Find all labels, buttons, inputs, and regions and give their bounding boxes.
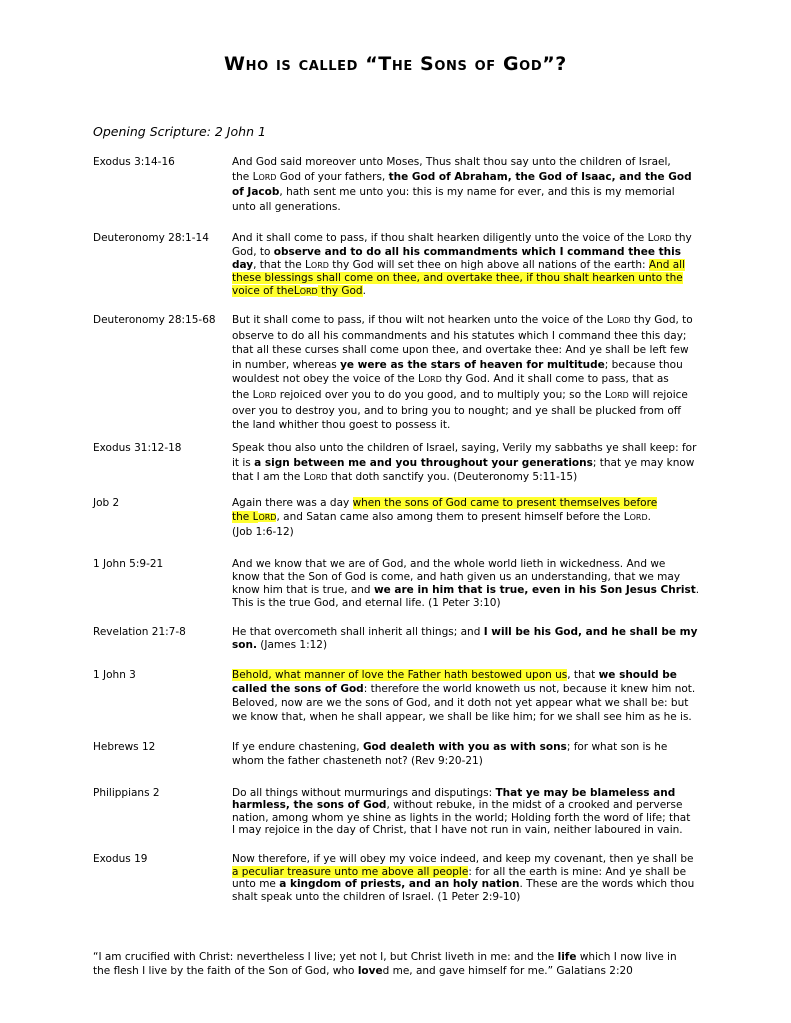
text-segment: L	[252, 388, 259, 401]
highlighted-text: voice of the	[232, 285, 294, 298]
text-segment: Beloved, now are we the sons of God, and it doth not yet appear what we shall be: but	[232, 697, 689, 709]
text-segment: Again there was a day	[232, 497, 353, 509]
bold-text: the God of Abraham, the God of Isaac, and the God	[388, 170, 692, 183]
text-segment: thy God. And it shall come to pass, that as	[441, 373, 669, 386]
text-segment: ORD	[258, 390, 277, 400]
scripture-text	[232, 155, 698, 214]
text-line	[232, 787, 698, 799]
text-segment: (Job 1:6-12)	[232, 526, 294, 538]
text-segment: ORD	[258, 172, 277, 182]
text-segment: the	[232, 170, 253, 183]
bold-text: I will be his God, and he shall be my	[483, 626, 698, 638]
highlighted-text: when the sons of God came to present themselves before	[352, 497, 658, 509]
text-line	[232, 456, 698, 471]
text-segment: in number, whereas	[232, 358, 341, 371]
text-segment: unto all generations.	[232, 200, 341, 213]
text-segment: This is the true God, and eternal life. (1 Peter 3:10)	[232, 597, 501, 609]
text-segment: I may rejoice in the day of Christ, that I have not run in vain, neither laboured in vain.	[232, 824, 683, 837]
text-line	[232, 358, 698, 373]
text-line	[232, 891, 698, 904]
bold-text: a kingdom of priests, and an holy nation	[279, 878, 520, 891]
scripture-text	[232, 787, 698, 837]
text-segment: , and Satan came also among them to present himself before the	[276, 511, 624, 523]
text-line	[232, 597, 698, 610]
text-line	[232, 878, 698, 891]
opening-scripture: Opening Scripture: 2 John 1	[93, 124, 266, 139]
bold-text: day	[232, 258, 254, 271]
highlighted-text: these blessings shall come on thee, and overtake thee, if thou shalt hearken unto the	[232, 272, 683, 285]
highlighted-text: thy God	[317, 285, 363, 298]
text-line	[232, 404, 698, 419]
page-title: Who is called “The Sons of God”?	[224, 53, 567, 75]
text-line	[232, 754, 698, 768]
text-segment: , without rebuke, in the midst of a crooked and perverse	[386, 799, 683, 812]
text-line	[232, 584, 698, 597]
text-line	[232, 155, 698, 170]
scripture-text	[232, 626, 698, 652]
text-line	[232, 668, 698, 682]
scripture-reference: Exodus 3:14-16	[93, 156, 175, 168]
text-line	[232, 329, 698, 344]
bold-text: observe and to do all his commandments which I command thee this	[273, 245, 681, 258]
text-line	[232, 626, 698, 639]
bold-text: life	[557, 951, 577, 963]
text-segment: ORD	[610, 390, 629, 400]
text-segment: “I am crucified with Christ: nevertheless I live; yet not I, but Christ liveth in me: and the	[93, 951, 558, 963]
text-segment: ORD	[653, 234, 672, 243]
text-line	[232, 313, 698, 329]
text-segment: But it shall come to pass, if thou wilt not hearken unto the voice of the	[232, 314, 607, 326]
text-line	[232, 470, 698, 486]
text-segment: God, to	[232, 245, 274, 258]
text-line	[232, 812, 698, 824]
text-segment: L	[305, 258, 311, 271]
bold-text: That ye may be blameless and	[495, 787, 676, 799]
text-segment: He that overcometh shall inherit all things; and	[232, 626, 484, 638]
text-line	[232, 185, 698, 200]
footer-line	[93, 965, 703, 979]
bold-text: we are in him that is true, even in his Son Jesus Christ	[373, 584, 696, 596]
text-line	[232, 441, 698, 456]
scripture-reference: 1 John 3	[93, 669, 136, 681]
scripture-text	[232, 668, 698, 724]
text-segment: ORD	[612, 316, 631, 325]
text-line	[232, 246, 698, 259]
text-line	[232, 853, 698, 866]
scripture-reference: Deuteronomy 28:15-68	[93, 314, 216, 326]
bold-text: of Jacob	[232, 186, 280, 198]
text-segment: L	[303, 471, 310, 484]
scripture-reference: Exodus 19	[93, 853, 148, 865]
bold-text: God dealeth with you as with sons	[362, 741, 567, 753]
text-segment: which I now live in	[576, 951, 677, 963]
text-line	[232, 272, 698, 285]
text-segment: L	[606, 314, 613, 326]
text-segment: that doth sanctify you. (Deuteronomy 5:11-15)	[327, 471, 578, 484]
text-segment: God of your fathers,	[276, 170, 389, 183]
text-segment: wouldest not obey the voice of the	[232, 373, 418, 386]
text-segment: .	[647, 511, 651, 523]
text-segment: shalt speak unto the children of Israel. (1 Peter 2:9-10)	[232, 890, 521, 903]
scripture-text	[232, 496, 698, 539]
text-segment: the flesh I live by the faith of the Son of God, who	[93, 964, 358, 977]
text-segment: ORD	[309, 473, 328, 483]
text-segment: nation, among whom ye shine as lights in the world; Holding forth the word of life; that	[232, 811, 691, 824]
scripture-reference: Exodus 31:12-18	[93, 442, 182, 454]
text-segment: ; for what son is he	[566, 741, 668, 753]
text-segment: whom the father chasteneth not? (Rev 9:20-21)	[232, 755, 483, 767]
text-line	[232, 170, 698, 186]
text-segment: ORD	[310, 260, 329, 270]
scripture-text	[232, 313, 698, 433]
scripture-text	[232, 740, 698, 768]
highlighted-text: Behold, what manner of love the Father hath bestowed upon us	[232, 669, 568, 681]
text-line	[232, 496, 698, 510]
scripture-text	[232, 232, 698, 299]
text-segment: Now therefore, if ye will obey my voice indeed, and keep my covenant, then ye shall be	[232, 853, 694, 865]
scripture-reference: 1 John 5:9-21	[93, 558, 164, 570]
text-segment: And it shall come to pass, if thou shalt hearken diligently unto the voice of the	[232, 232, 648, 244]
text-segment: , that	[567, 669, 599, 681]
text-line	[232, 285, 698, 299]
scripture-reference: Deuteronomy 28:1-14	[93, 232, 209, 244]
text-line	[232, 232, 698, 246]
text-line	[232, 418, 698, 433]
text-line	[232, 510, 698, 525]
text-line	[232, 799, 698, 811]
text-segment: L	[252, 170, 259, 183]
text-segment: ; that ye may know	[592, 456, 695, 469]
text-segment: over you to destroy you, and to bring you to nought; and ye shall be plucked from off	[232, 404, 681, 417]
text-segment: If ye endure chastening,	[232, 741, 363, 753]
text-segment: the	[232, 388, 253, 401]
text-segment: .	[695, 584, 700, 596]
text-segment: unto me	[232, 878, 280, 891]
highlighted-text: ORD	[299, 287, 318, 297]
text-segment: ; because thou	[604, 358, 683, 371]
highlighted-text: L	[293, 285, 300, 298]
text-line	[232, 682, 698, 696]
text-line	[232, 343, 698, 358]
text-segment: it is	[232, 456, 255, 469]
highlighted-text: ORD	[258, 513, 277, 522]
bold-text: son.	[232, 639, 257, 652]
bold-text: love	[357, 964, 383, 977]
text-line	[232, 710, 698, 724]
text-segment: L	[623, 511, 630, 523]
highlighted-text: the	[232, 511, 253, 523]
highlighted-text: And all	[648, 258, 686, 271]
text-segment: thy	[671, 232, 692, 244]
text-segment: L	[604, 388, 611, 401]
text-segment: : therefore the world knoweth us not, because it knew him not.	[363, 683, 696, 695]
scripture-text	[232, 558, 698, 610]
text-segment: .	[362, 285, 366, 298]
text-line	[232, 571, 698, 584]
text-segment: ORD	[423, 375, 442, 385]
text-segment: : for all the earth is mine: And ye shall be	[468, 865, 687, 878]
text-segment: And we know that we are of God, and the whole world lieth in wickedness. And we	[232, 558, 666, 570]
highlighted-text: a peculiar treasure unto me above all people	[232, 865, 469, 878]
text-segment: . These are the words which thou	[519, 878, 695, 891]
scripture-text	[232, 441, 698, 486]
highlighted-text: L	[252, 511, 259, 523]
text-segment: we know that, when he shall appear, we shall be like him; for we shall see him as he is.	[232, 711, 692, 723]
text-line	[232, 200, 698, 215]
text-line	[232, 388, 698, 404]
text-line	[232, 696, 698, 710]
bold-text: a sign between me and you throughout your generations	[254, 456, 593, 469]
text-segment: rejoiced over you to do you good, and to multiply you; so the	[276, 388, 605, 401]
footer-line	[93, 951, 703, 965]
text-segment: (James 1:12)	[256, 639, 328, 652]
scripture-reference: Revelation 21:7-8	[93, 626, 186, 638]
text-line	[232, 740, 698, 754]
text-segment: Speak thou also unto the children of Israel, saying, Verily my sabbaths ye shall keep: for	[232, 442, 697, 454]
text-segment: thy God, to	[630, 314, 693, 326]
text-line	[232, 558, 698, 571]
text-segment: that I am the	[232, 471, 304, 484]
footer-quote	[93, 951, 703, 978]
text-line	[232, 372, 698, 388]
bold-text: we should be	[598, 669, 677, 681]
bold-text: ye were as the stars of heaven for multitude	[340, 358, 605, 371]
text-line	[232, 259, 698, 273]
bold-text: called the sons of God	[232, 683, 364, 695]
text-segment: that all these curses shall come upon thee, and overtake thee: And ye shall be left few	[232, 344, 689, 357]
text-segment: L	[647, 232, 654, 244]
scripture-reference: Job 2	[93, 497, 120, 509]
text-segment: the land whither thou goest to possess it.	[232, 419, 451, 432]
text-line	[232, 525, 698, 539]
scripture-text	[232, 853, 698, 903]
text-segment: And God said moreover unto Moses, Thus shalt thou say unto the children of Israel,	[232, 156, 671, 168]
text-segment: know that the Son of God is come, and hath given us an understanding, that we may	[232, 571, 681, 583]
text-segment: know him that is true, and	[232, 584, 374, 596]
text-line	[232, 866, 698, 879]
text-segment: observe to do all his commandments and his statutes which I command thee this day;	[232, 329, 687, 342]
scripture-reference: Hebrews 12	[93, 741, 156, 753]
text-segment: ORD	[629, 513, 648, 522]
text-segment: , hath sent me unto you: this is my name for ever, and this is my memorial	[279, 186, 675, 198]
text-line	[232, 824, 698, 836]
text-segment: L	[418, 373, 424, 386]
text-segment: will rejoice	[628, 388, 688, 401]
text-segment: , that the	[253, 258, 306, 271]
bold-text: harmless, the sons of God	[232, 799, 387, 812]
text-segment: thy God will set thee on high above all nations of the earth:	[328, 258, 649, 271]
text-line	[232, 639, 698, 652]
text-segment: d me, and gave himself for me.” Galatians 2:20	[382, 964, 633, 977]
scripture-reference: Philippians 2	[93, 787, 160, 799]
text-segment: Do all things without murmurings and disputings:	[232, 787, 496, 799]
